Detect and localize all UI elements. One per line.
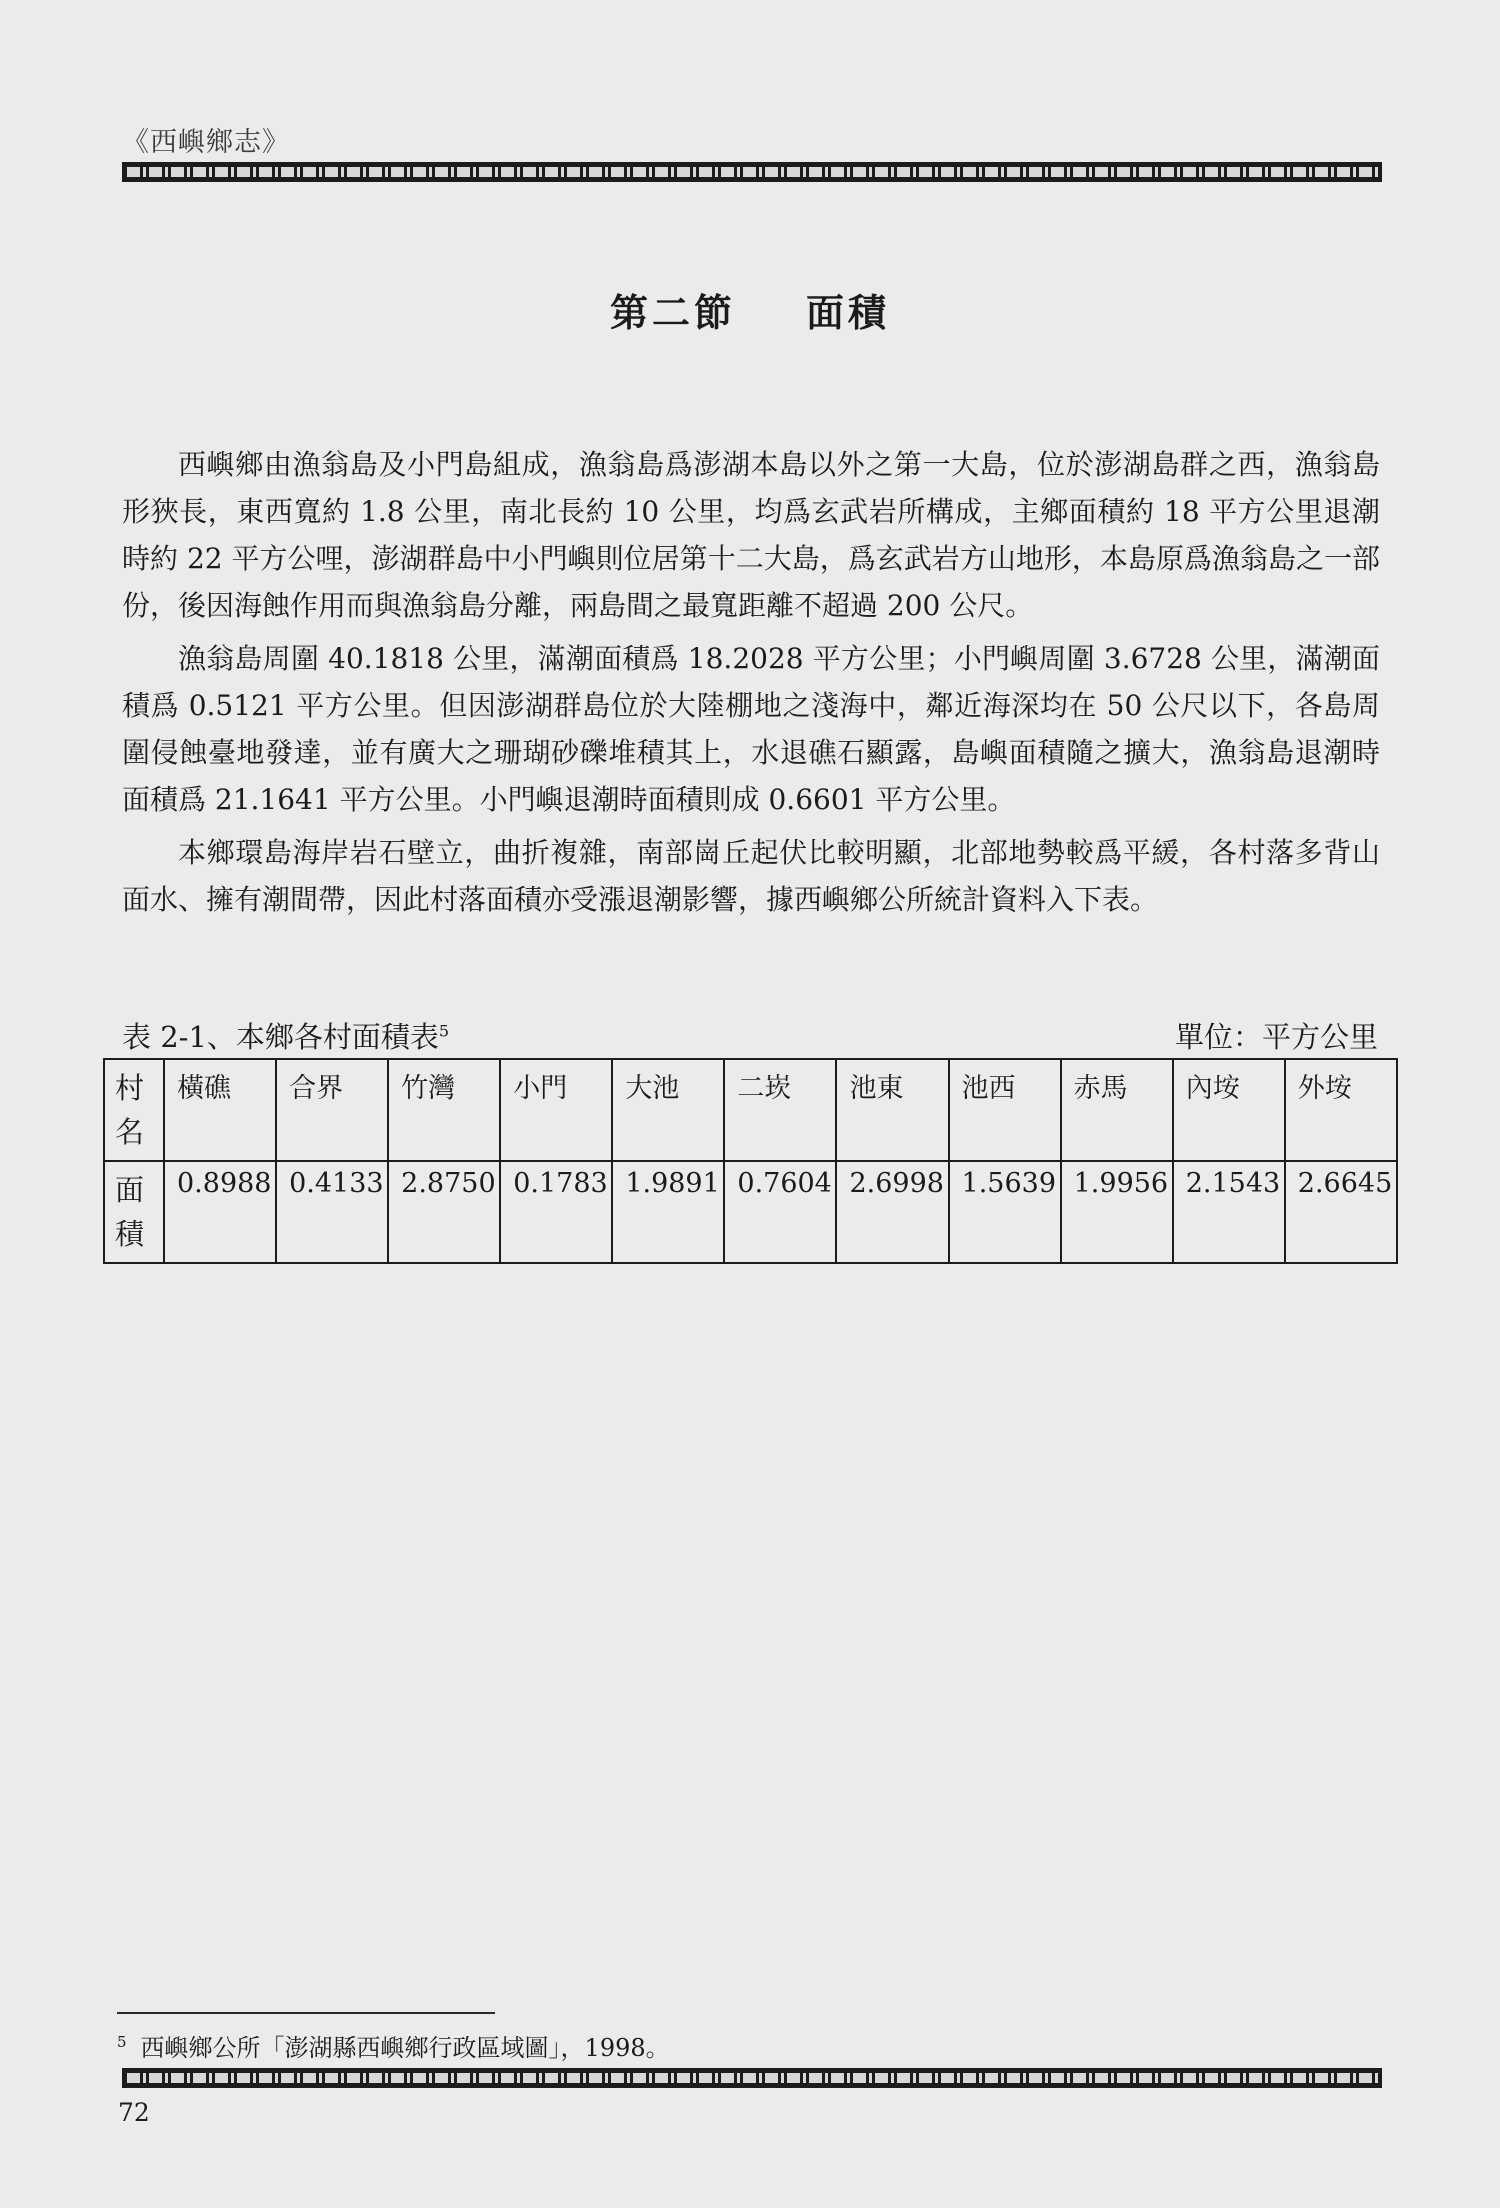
footnote-rule (117, 2012, 495, 2014)
paragraph-3: 本鄉環島海岸岩石壁立，曲折複雜，南部崗丘起伏比較明顯，北部地勢較爲平緩，各村落多背山面水、擁有潮間帶，因此村落面積亦受漲退潮影響，據西嶼鄉公所統計資料入下表。 (122, 836, 1380, 916)
village-name: 外垵 (1285, 1059, 1397, 1161)
paragraph-2: 漁翁島周圍 40.1818 公里，滿潮面積爲 18.2028 平方公里；小門嶼周圍 3.6728 公里，滿潮面積爲 0.5121 平方公里。但因澎湖群島位於大陸棚地之淺海中，鄰近海深均在 50 公尺以下，各島周圍侵蝕臺地發達，並有廣大之珊瑚砂礫堆積其上，水退礁石顯露，島嶼面積隨之擴大，漁翁島退潮時面積爲 21.1641 平方公里。小門嶼退潮時面積則成 0.6601 平方公里。 (122, 642, 1380, 816)
village-area: 0.7604 (724, 1161, 836, 1263)
village-name: 池西 (949, 1059, 1061, 1161)
village-name: 合界 (276, 1059, 388, 1161)
village-area: 1.9891 (612, 1161, 724, 1263)
row-header-names: 村名 (104, 1059, 164, 1161)
village-area: 1.9956 (1061, 1161, 1173, 1263)
table-unit: 單位：平方公里 (1174, 1020, 1378, 1054)
village-name: 竹灣 (388, 1059, 500, 1161)
section-title (0, 282, 1500, 337)
village-name: 大池 (612, 1059, 724, 1161)
village-area: 0.1783 (500, 1161, 612, 1263)
village-area: 0.4133 (276, 1161, 388, 1263)
table-caption-row (122, 1015, 1378, 1056)
section-heading: 面積 (806, 290, 891, 335)
table-caption: 表 2-1、本鄉各村面積表$^5$ (122, 1020, 450, 1054)
running-head: 《西嶼鄉志》 (122, 127, 290, 158)
village-area: 2.1543 (1173, 1161, 1285, 1263)
footnote-ref: 5 (438, 1021, 450, 1041)
footnote-text: 西嶼鄉公所「澎湖縣西嶼鄉行政區域圖」，1998。 (140, 2034, 670, 2062)
village-area: 2.8750 (388, 1161, 500, 1263)
village-name: 小門 (500, 1059, 612, 1161)
bottom-border-band (122, 2068, 1382, 2088)
page-number: 72 (118, 2098, 150, 2127)
village-area: 1.5639 (949, 1161, 1061, 1263)
village-name: 池東 (836, 1059, 948, 1161)
body-text (122, 441, 1380, 929)
village-name: 橫礁 (164, 1059, 276, 1161)
footnote-number: 5 (117, 2033, 127, 2051)
table-row-areas (104, 1161, 1397, 1263)
village-name: 赤馬 (1061, 1059, 1173, 1161)
footnote (117, 2028, 670, 2063)
village-area: 2.6645 (1285, 1161, 1397, 1263)
village-area: 0.8988 (164, 1161, 276, 1263)
top-border-band (122, 162, 1382, 182)
row-header-areas: 面積 (104, 1161, 164, 1263)
village-area-table (103, 1058, 1398, 1264)
section-number: 第二節 (609, 290, 736, 335)
village-area: 2.6998 (836, 1161, 948, 1263)
village-name: 二崁 (724, 1059, 836, 1161)
village-name: 內垵 (1173, 1059, 1285, 1161)
paragraph-1: 西嶼鄉由漁翁島及小門島組成，漁翁島爲澎湖本島以外之第一大島，位於澎湖島群之西，漁翁島形狹長，東西寬約 1.8 公里，南北長約 10 公里，均爲玄武岩所構成，主鄉面積約 18 平方公里退潮時約 22 平方公哩，澎湖群島中小門嶼則位居第十二大島，爲玄武岩方山地形，本島原爲漁翁島之一部份，後因海蝕作用而與漁翁島分離，兩島間之最寬距離不超過 200 公尺。 (122, 448, 1380, 622)
table-row-names (104, 1059, 1397, 1161)
